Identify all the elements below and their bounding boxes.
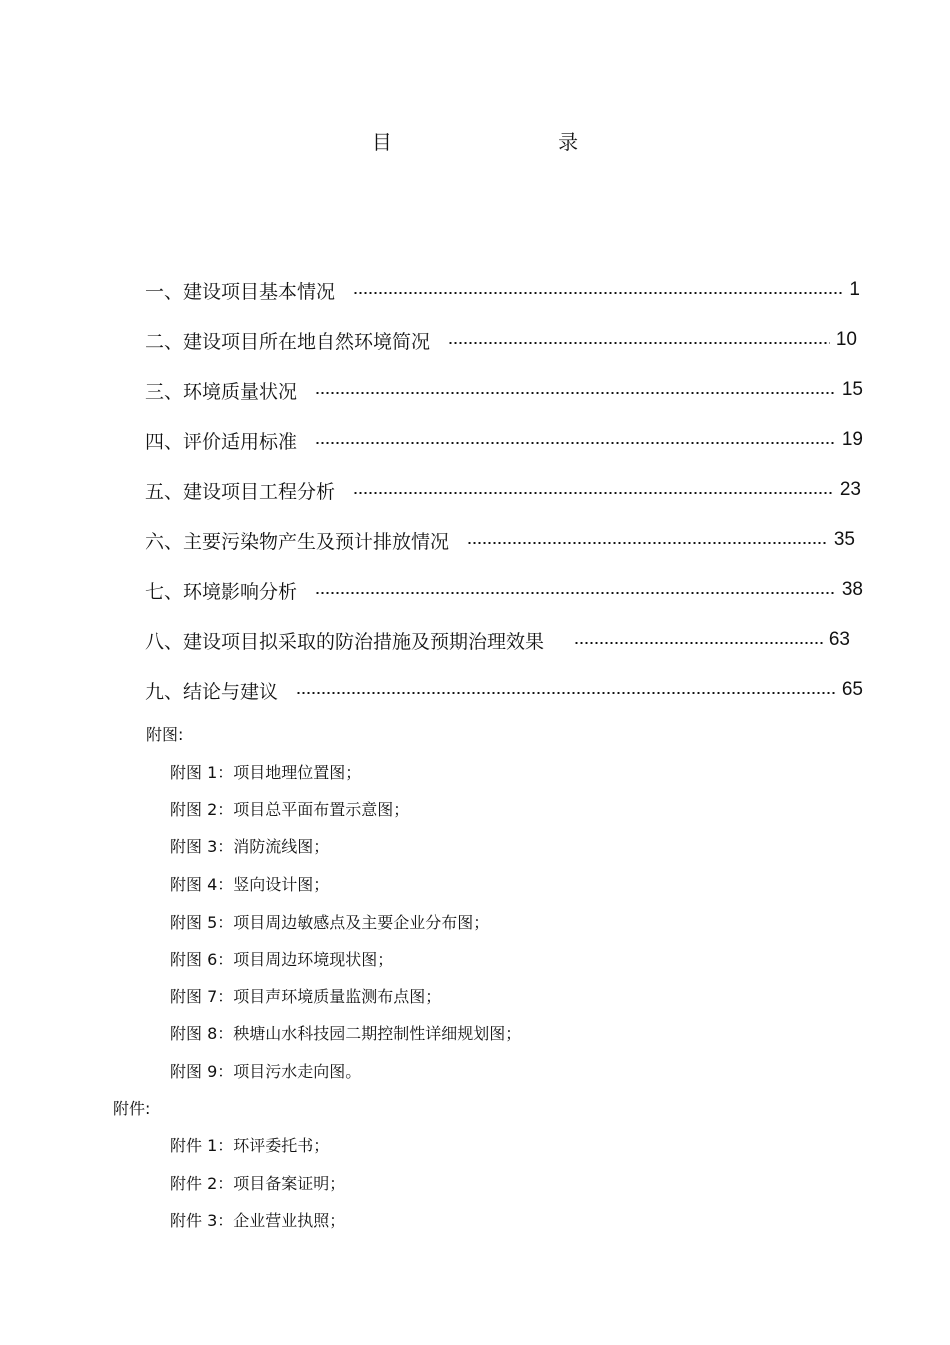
toc-leader-dots (467, 542, 828, 544)
toc-entry[interactable] (145, 420, 863, 460)
figure-item: 附图 3：消防流线图； (170, 837, 330, 856)
toc-label: 三、环境质量状况 (145, 380, 298, 403)
toc-leader-dots (574, 642, 823, 644)
toc-label: 八、建设项目拟采取的防治措施及预期治理效果 (145, 630, 545, 653)
figure-item: 附图 4：竖向设计图； (170, 875, 330, 894)
toc-entry[interactable] (145, 670, 863, 710)
toc-label: 五、建设项目工程分析 (145, 480, 336, 503)
toc-leader-dots (315, 442, 836, 444)
toc-leader-dots (315, 592, 836, 594)
attachments-heading: 附件: (113, 1099, 151, 1118)
page-title: 目 录 (371, 130, 659, 154)
toc-label: 六、主要污染物产生及预计排放情况 (145, 530, 450, 553)
toc-leader-dots (353, 492, 834, 494)
toc-page-number: 23 (839, 479, 861, 500)
toc-label: 一、建设项目基本情况 (145, 280, 336, 303)
toc-entry[interactable] (145, 620, 850, 660)
toc-page-number: 10 (835, 329, 857, 350)
toc-label: 七、环境影响分析 (145, 580, 298, 603)
attachment-item: 附件 1：环评委托书； (170, 1136, 330, 1155)
figure-item: 附图 7：项目声环境质量监测布点图； (170, 987, 442, 1006)
toc-label: 四、评价适用标准 (145, 430, 298, 453)
toc-entry[interactable] (145, 270, 860, 310)
toc-leader-dots (296, 692, 836, 694)
toc-page-number: 63 (828, 629, 850, 650)
toc-page-number: 19 (841, 429, 863, 450)
toc-label: 二、建设项目所在地自然环境简况 (145, 330, 431, 353)
toc-entry[interactable] (145, 570, 863, 610)
toc-entry[interactable] (145, 470, 861, 510)
toc-entry[interactable] (145, 520, 855, 560)
toc-page-number: 1 (849, 279, 860, 300)
toc-page-number: 38 (841, 579, 863, 600)
figure-item: 附图 8：秧塘山水科技园二期控制性详细规划图； (170, 1024, 522, 1043)
figures-heading: 附图: (146, 725, 184, 744)
attachment-item: 附件 2：项目备案证明； (170, 1174, 346, 1193)
toc-leader-dots (315, 392, 836, 394)
toc-page-number: 65 (841, 679, 863, 700)
figure-item: 附图 1：项目地理位置图； (170, 763, 362, 782)
attachment-item: 附件 3：企业营业执照； (170, 1211, 346, 1230)
figure-item: 附图 9：项目污水走向图。 (170, 1062, 362, 1081)
toc-page-number: 15 (841, 379, 863, 400)
figure-item: 附图 6：项目周边环境现状图； (170, 950, 394, 969)
toc-entry[interactable] (145, 320, 857, 360)
toc-leader-dots (448, 342, 830, 344)
toc-leader-dots (353, 292, 843, 294)
toc-label: 九、结论与建议 (145, 680, 279, 703)
toc-entry[interactable] (145, 370, 863, 410)
figure-item: 附图 5：项目周边敏感点及主要企业分布图； (170, 913, 490, 932)
figure-item: 附图 2：项目总平面布置示意图； (170, 800, 410, 819)
toc-page-number: 35 (833, 529, 855, 550)
